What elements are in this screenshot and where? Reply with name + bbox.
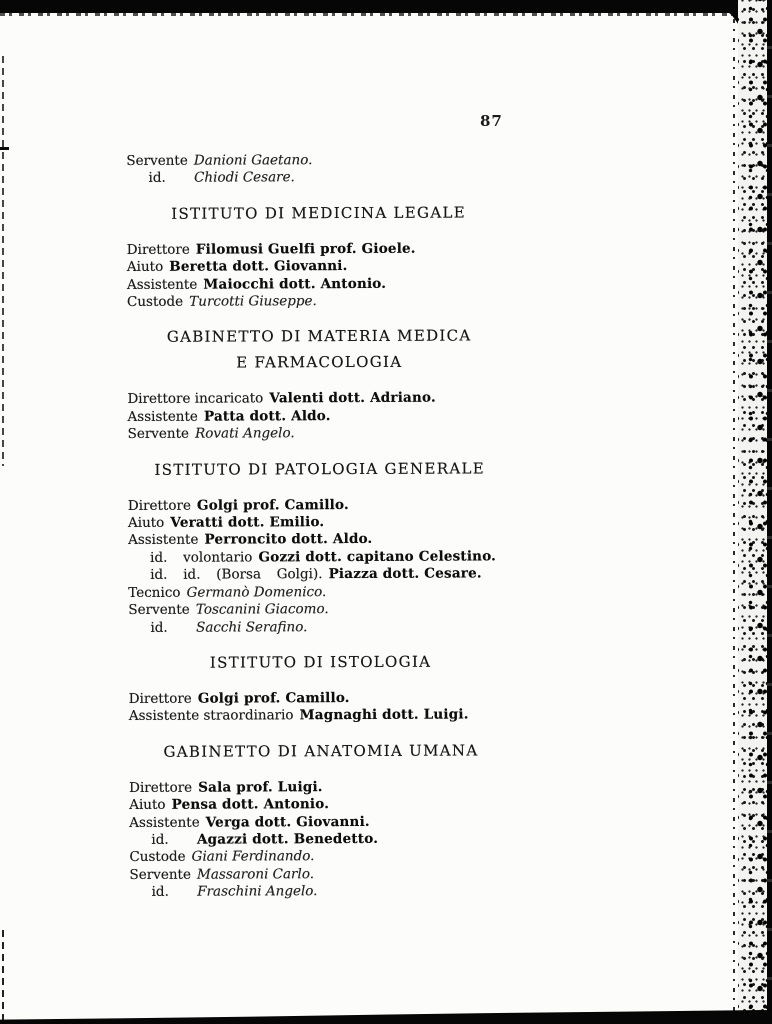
staff-role-label: Assistente <box>126 276 198 293</box>
staff-line <box>127 389 567 408</box>
staff-name: Agazzi dott. Benedetto. <box>196 830 379 848</box>
staff-name: Maiocchi dott. Antonio. <box>203 275 387 293</box>
staff-role-label: Direttore incaricato <box>127 390 264 408</box>
staff-role-label: Servente <box>126 152 188 169</box>
institute-section <box>128 455 569 637</box>
staff-line <box>128 600 568 619</box>
staff-role-label: Assistente straordinario <box>128 707 294 725</box>
staff-line <box>128 548 568 567</box>
scan-top-edge-bar <box>0 0 772 13</box>
staff-line <box>129 795 569 814</box>
page-text-block <box>126 151 569 901</box>
staff-role-label: Assistente <box>129 814 200 831</box>
staff-line <box>127 275 567 294</box>
section-heading-line: GABINETTO DI ANATOMIA UMANA <box>163 741 479 761</box>
staff-line <box>129 847 569 866</box>
staff-role-label: Servente <box>128 601 190 619</box>
staff-name: Verga dott. Giovanni. <box>205 813 370 831</box>
staff-line <box>128 424 568 443</box>
staff-name: Patta dott. Aldo. <box>203 407 331 425</box>
staff-name: Germanò Domenico. <box>186 583 327 601</box>
staff-name: Valenti dott. Adriano. <box>269 390 436 407</box>
staff-line <box>128 618 568 637</box>
staff-line <box>128 565 568 584</box>
section-heading <box>99 199 539 227</box>
staff-role-label: Custode <box>129 849 186 866</box>
left-edge-ink-tick <box>0 147 9 150</box>
staff-line <box>127 240 567 259</box>
staff-line <box>129 813 569 832</box>
staff-line <box>127 292 567 311</box>
section-heading <box>101 737 541 765</box>
staff-name: Perroncito dott. Aldo. <box>204 531 373 549</box>
gutter-dotted-line <box>733 0 735 1024</box>
staff-role-label: id. <box>150 619 168 636</box>
staff-name: Danioni Gaetano. <box>193 152 313 169</box>
left-scan-edge-line-lower <box>2 930 4 1024</box>
staff-role-label: Assistente <box>127 408 198 425</box>
staff-role-label: id. <box>148 170 166 187</box>
staff-name: Piazza dott. Cesare. <box>328 565 482 583</box>
staff-name: Filomusi Guelfi prof. Gioele. <box>195 240 416 258</box>
staff-line <box>127 257 567 276</box>
left-scan-edge-line <box>2 56 4 466</box>
staff-role-label: Servente <box>129 866 191 883</box>
scan-bottom-edge-bar <box>0 1006 772 1024</box>
staff-name: Magnaghi dott. Luigi. <box>299 706 469 724</box>
staff-role-label: Direttore <box>129 779 193 796</box>
staff-name: Veratti dott. Emilio. <box>170 514 325 531</box>
staff-name: Rovati Angelo. <box>195 425 295 442</box>
section-heading-line: ISTITUTO DI PATOLOGIA GENERALE <box>154 459 485 479</box>
staff-role-label: id. <box>151 883 169 901</box>
section-heading-line: GABINETTO DI MATERIA MEDICA <box>166 326 472 347</box>
staff-role-label: Aiuto <box>127 514 165 532</box>
staff-line <box>129 830 569 849</box>
staff-line <box>130 882 570 901</box>
staff-name: Massaroni Carlo. <box>196 865 315 883</box>
staff-role-label: Direttore <box>128 690 192 707</box>
staff-line <box>128 531 568 550</box>
staff-line <box>126 151 566 170</box>
staff-name: Golgi prof. Camillo. <box>196 496 349 514</box>
institute-section <box>127 199 567 312</box>
staff-role-label: Aiuto <box>129 796 166 814</box>
staff-name: Turcotti Giuseppe. <box>189 293 317 310</box>
page-number: 87 <box>480 112 503 130</box>
staff-role-label: Tecnico <box>128 584 181 601</box>
staff-name: Pensa dott. Antonio. <box>171 796 330 813</box>
staff-line <box>129 706 569 725</box>
staff-line <box>128 496 568 515</box>
section-heading-line: E FARMACOLOGIA <box>236 353 403 372</box>
staff-line <box>126 168 566 187</box>
section-heading <box>100 455 540 483</box>
staff-line <box>127 407 567 426</box>
institute-section <box>127 322 568 443</box>
staff-line <box>129 778 569 797</box>
section-heading-line: ISTITUTO DI ISTOLOGIA <box>209 652 432 672</box>
staff-name: Sala prof. Luigi. <box>198 778 323 796</box>
staff-name: Toscanini Giacomo. <box>195 601 329 618</box>
staff-name: Beretta dott. Giovanni. <box>169 258 348 275</box>
staff-role-label: Aiuto <box>126 259 164 276</box>
institute-section <box>129 648 569 726</box>
staff-name: Golgi prof. Camillo. <box>197 689 350 707</box>
section-heading <box>99 323 539 377</box>
staff-role-label: id. volontario <box>150 549 253 566</box>
book-gutter-noise-band <box>738 0 772 1024</box>
staff-role-label: id. id. (Borsa Golgi). <box>150 566 323 584</box>
staff-line <box>129 689 569 708</box>
staff-name: Sacchi Serafino. <box>196 618 308 636</box>
staff-name: Chiodi Cesare. <box>194 169 295 187</box>
staff-name: Fraschini Angelo. <box>197 883 318 900</box>
staff-line <box>129 865 569 884</box>
staff-role-label: Servente <box>127 425 190 443</box>
section-heading-line: ISTITUTO DI MEDICINA LEGALE <box>171 203 467 223</box>
staff-name: Giani Ferdinando. <box>191 848 315 866</box>
staff-role-label: Assistente <box>128 532 199 549</box>
section-heading <box>101 648 541 676</box>
staff-role-label: Custode <box>126 293 184 310</box>
institute-section <box>129 737 570 902</box>
staff-role-label: id. <box>151 831 169 848</box>
staff-role-label: Direttore <box>126 241 190 258</box>
staff-name: Gozzi dott. capitano Celestino. <box>258 548 497 566</box>
staff-role-label: Direttore <box>127 497 191 514</box>
staff-line <box>128 513 568 532</box>
staff-line <box>128 583 568 602</box>
